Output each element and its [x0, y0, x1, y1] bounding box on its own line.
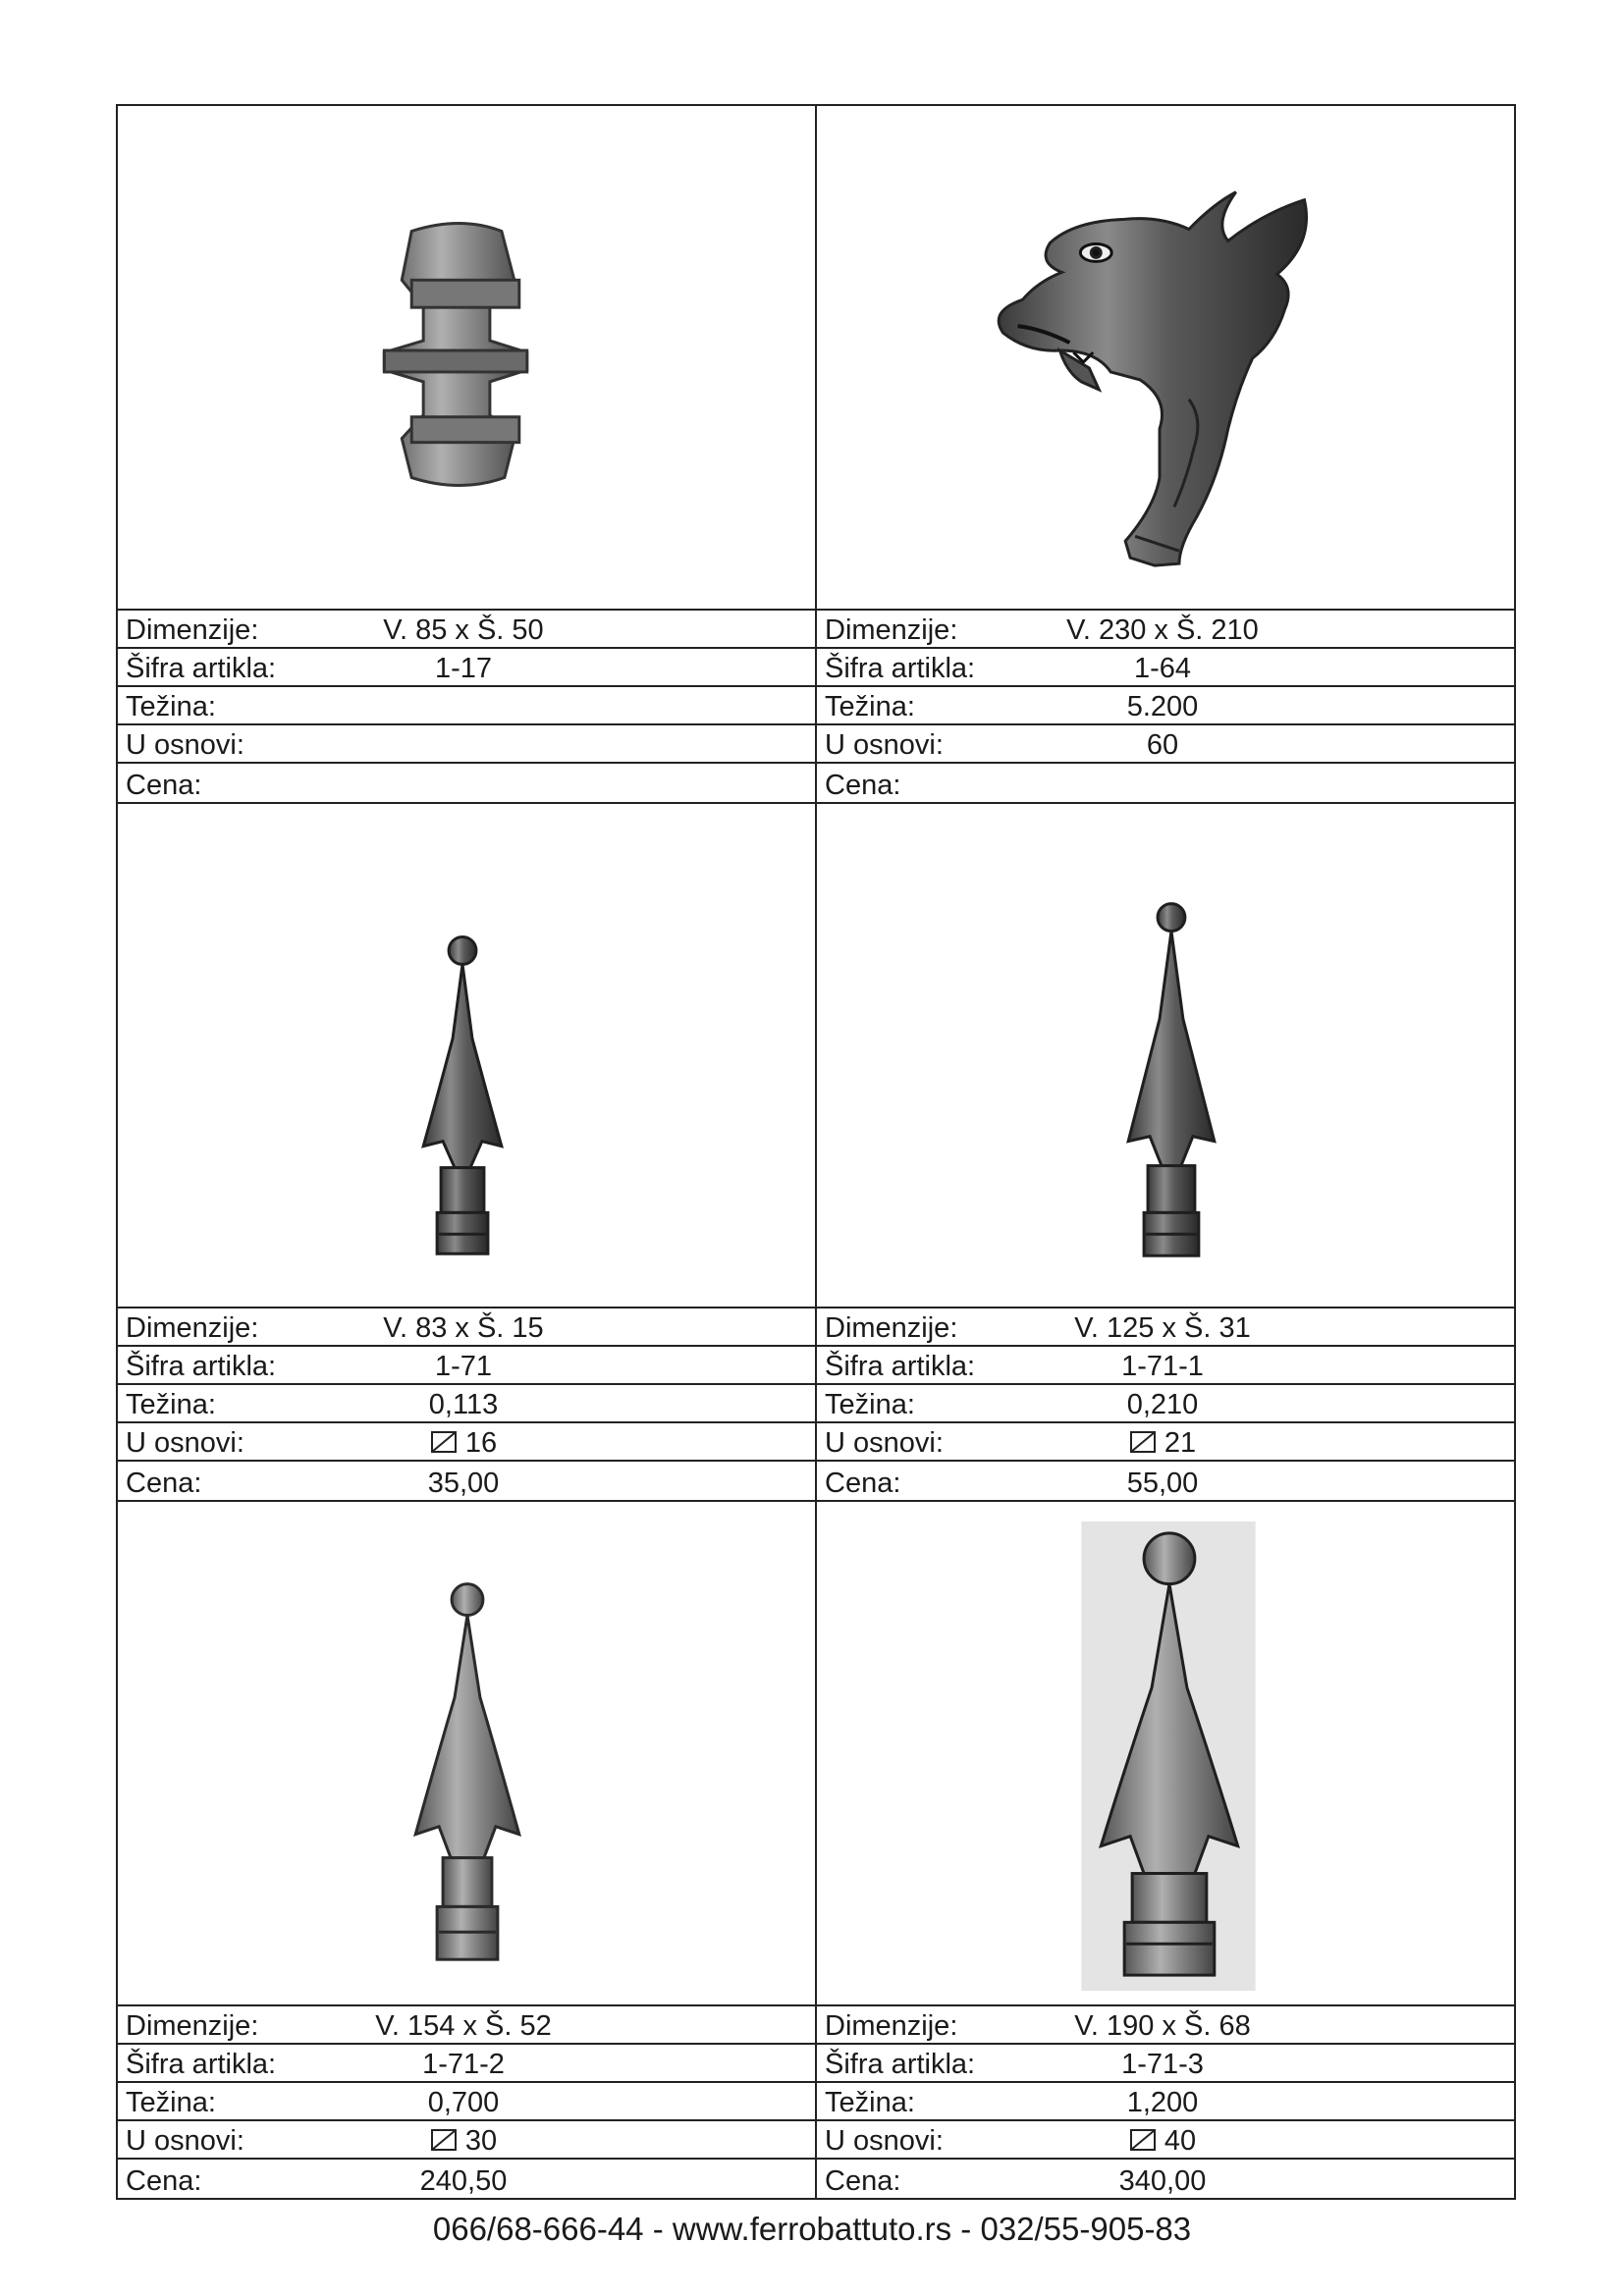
base-value: 21 [1164, 1427, 1197, 1459]
weight-label: Težina: [825, 2087, 915, 2118]
spear-finial-icon [817, 1502, 1514, 2004]
product-image [817, 1502, 1514, 2006]
code-value: 1-64 [1133, 653, 1192, 684]
product-image [118, 804, 815, 1308]
code-value: 1-71 [434, 1351, 493, 1382]
product-cell-1-17 [118, 106, 817, 804]
weight-label: Težina: [126, 691, 216, 722]
weight-label: Težina: [126, 1389, 216, 1420]
spear-finial-icon [118, 804, 815, 1307]
dimensions-label: Dimenzije: [825, 2010, 958, 2042]
base-value: 60 [1146, 729, 1179, 761]
product-cell-1-71-1 [817, 804, 1516, 1502]
base-label: U osnovi: [825, 2125, 944, 2157]
dimensions-label: Dimenzije: [126, 1312, 259, 1344]
square-diameter-icon [430, 1430, 458, 1454]
product-catalog-grid [116, 104, 1516, 2200]
price-label: Cena: [126, 1468, 202, 1499]
base-value: 40 [1164, 2125, 1197, 2157]
product-image [118, 106, 815, 611]
dimensions-value: V. 85 x Š. 50 [383, 614, 544, 646]
price-value: 35,00 [427, 1468, 500, 1499]
code-value: 1-71-1 [1121, 1351, 1204, 1382]
weight-value: 1,200 [1126, 2087, 1199, 2118]
base-label: U osnovi: [825, 1427, 944, 1459]
product-cell-1-71-3 [817, 1502, 1516, 2200]
base-label: U osnovi: [126, 1427, 244, 1459]
weight-label: Težina: [126, 2087, 216, 2118]
dimensions-label: Dimenzije: [126, 2010, 259, 2042]
weight-value: 5.200 [1126, 691, 1199, 722]
base-label: U osnovi: [825, 729, 944, 761]
code-value: 1-71-3 [1121, 2049, 1204, 2080]
product-cell-1-71-2 [118, 1502, 817, 2200]
price-value: 340,00 [1118, 2165, 1207, 2197]
code-label: Šifra artikla: [126, 653, 277, 684]
product-cell-1-71 [118, 804, 817, 1502]
code-label: Šifra artikla: [126, 1351, 277, 1382]
code-value: 1-17 [434, 653, 493, 684]
base-label: U osnovi: [126, 2125, 244, 2157]
price-value: 55,00 [1126, 1468, 1199, 1499]
code-label: Šifra artikla: [825, 653, 976, 684]
dimensions-value: V. 125 x Š. 31 [1074, 1312, 1251, 1344]
base-value: 16 [464, 1427, 498, 1459]
code-label: Šifra artikla: [825, 1351, 976, 1382]
weight-label: Težina: [825, 1389, 915, 1420]
weight-label: Težina: [825, 691, 915, 722]
cast-iron-knuckle-icon [118, 106, 815, 609]
contact-footer: 066/68-666-44 - www.ferrobattuto.rs - 032/55-905-83 [432, 2211, 1192, 2247]
price-label: Cena: [126, 770, 202, 801]
spear-finial-icon [817, 804, 1514, 1307]
base-value: 30 [464, 2125, 498, 2157]
code-label: Šifra artikla: [825, 2049, 976, 2080]
price-label: Cena: [126, 2165, 202, 2197]
weight-value: 0,210 [1126, 1389, 1199, 1420]
dimensions-label: Dimenzije: [825, 1312, 958, 1344]
dragon-head-icon [817, 106, 1514, 609]
product-cell-1-64 [817, 106, 1516, 804]
weight-value: 0,700 [427, 2087, 500, 2118]
dimensions-label: Dimenzije: [825, 614, 958, 646]
code-label: Šifra artikla: [126, 2049, 277, 2080]
price-value: 240,50 [419, 2165, 508, 2197]
product-image [817, 106, 1514, 611]
code-value: 1-71-2 [422, 2049, 505, 2080]
spear-finial-icon [118, 1502, 815, 2004]
dimensions-value: V. 83 x Š. 15 [383, 1312, 544, 1344]
dimensions-value: V. 190 x Š. 68 [1074, 2010, 1251, 2042]
dimensions-label: Dimenzije: [126, 614, 259, 646]
price-label: Cena: [825, 770, 901, 801]
square-diameter-icon [1129, 2128, 1157, 2152]
product-image [817, 804, 1514, 1308]
weight-value: 0,113 [428, 1389, 499, 1420]
price-label: Cena: [825, 2165, 901, 2197]
base-label: U osnovi: [126, 729, 244, 761]
dimensions-value: V. 230 x Š. 210 [1066, 614, 1259, 646]
square-diameter-icon [430, 2128, 458, 2152]
dimensions-value: V. 154 x Š. 52 [375, 2010, 552, 2042]
square-diameter-icon [1129, 1430, 1157, 1454]
price-label: Cena: [825, 1468, 901, 1499]
product-image [118, 1502, 815, 2006]
